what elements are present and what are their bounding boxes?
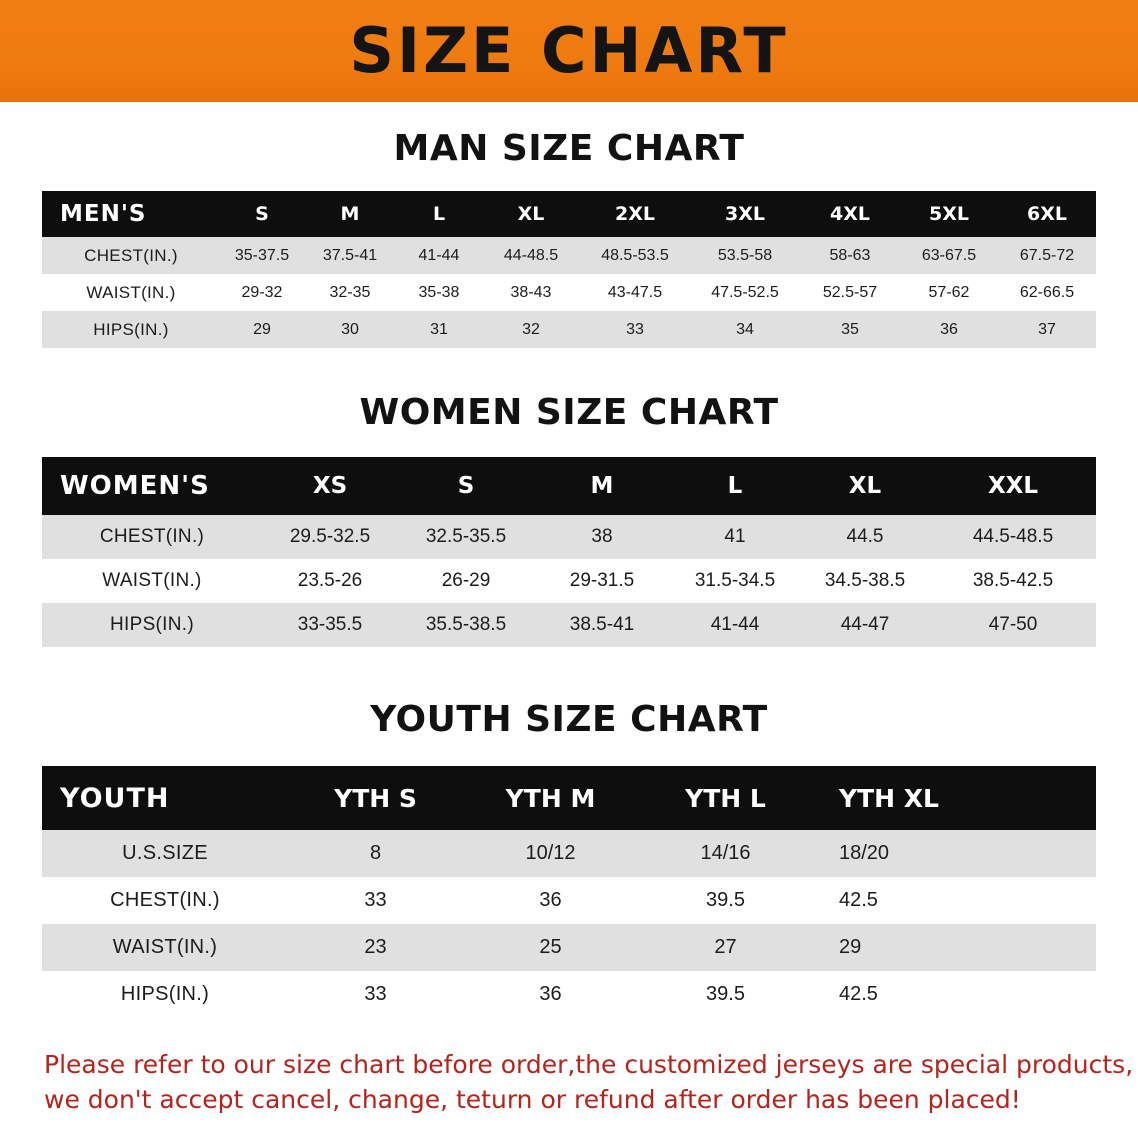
table-row [42, 311, 1096, 348]
column-header: XXL [930, 457, 1096, 515]
table-cell: 38.5-42.5 [930, 559, 1096, 603]
column-header: XL [800, 457, 930, 515]
table-cell: 62-66.5 [998, 274, 1096, 311]
table-cell: 44.5-48.5 [930, 515, 1096, 559]
table-header-row [42, 457, 1096, 515]
table-cell: 36 [463, 877, 638, 924]
table-cell: 47.5-52.5 [690, 274, 800, 311]
table-row [42, 877, 1096, 924]
row-label: CHEST(IN.) [42, 515, 262, 559]
table-cell: 8 [288, 830, 463, 877]
table-cell: 29-32 [220, 274, 304, 311]
table-header-row [42, 191, 1096, 237]
column-header: 4XL [800, 191, 900, 237]
column-header: XL [482, 191, 580, 237]
table-row [42, 274, 1096, 311]
row-label: U.S.SIZE [42, 830, 288, 877]
table-cell: 63-67.5 [900, 237, 998, 274]
table-cell: 32 [482, 311, 580, 348]
table-cell: 31 [396, 311, 482, 348]
column-header: S [220, 191, 304, 237]
column-header: YTH L [638, 766, 813, 830]
row-label: HIPS(IN.) [42, 971, 288, 1018]
column-header: MEN'S [42, 191, 220, 237]
table-cell: 43-47.5 [580, 274, 690, 311]
table-row [42, 830, 1096, 877]
row-label: HIPS(IN.) [42, 603, 262, 647]
table-cell: 10/12 [463, 830, 638, 877]
disclaimer-line-1: Please refer to our size chart before order,the customized jerseys are special products, [44, 1050, 1134, 1079]
table-cell: 29 [220, 311, 304, 348]
column-header: YTH XL [813, 766, 1096, 830]
table-cell: 14/16 [638, 830, 813, 877]
table-cell: 35-37.5 [220, 237, 304, 274]
table-cell: 29.5-32.5 [262, 515, 398, 559]
row-label: HIPS(IN.) [42, 311, 220, 348]
table-cell: 48.5-53.5 [580, 237, 690, 274]
table-cell: 23 [288, 924, 463, 971]
table-cell: 30 [304, 311, 396, 348]
women-size-table [42, 457, 1096, 647]
table-cell: 44-48.5 [482, 237, 580, 274]
column-header: 3XL [690, 191, 800, 237]
column-header: M [534, 457, 670, 515]
column-header: YTH S [288, 766, 463, 830]
table-cell: 47-50 [930, 603, 1096, 647]
table-cell: 52.5-57 [800, 274, 900, 311]
row-label: CHEST(IN.) [42, 237, 220, 274]
man-section-heading: MAN SIZE CHART [393, 128, 745, 169]
table-cell: 36 [463, 971, 638, 1018]
table-cell: 41 [670, 515, 800, 559]
table-cell: 37.5-41 [304, 237, 396, 274]
table-cell: 67.5-72 [998, 237, 1096, 274]
table-cell: 36 [900, 311, 998, 348]
table-cell: 26-29 [398, 559, 534, 603]
table-cell: 29-31.5 [534, 559, 670, 603]
table-cell: 41-44 [670, 603, 800, 647]
table-cell: 58-63 [800, 237, 900, 274]
table-cell: 32-35 [304, 274, 396, 311]
table-cell: 35 [800, 311, 900, 348]
table-cell: 38 [534, 515, 670, 559]
column-header: 6XL [998, 191, 1096, 237]
table-cell: 33 [580, 311, 690, 348]
table-cell: 34.5-38.5 [800, 559, 930, 603]
table-cell: 35.5-38.5 [398, 603, 534, 647]
table-row [42, 924, 1096, 971]
table-cell: 33-35.5 [262, 603, 398, 647]
row-label: WAIST(IN.) [42, 924, 288, 971]
table-header-row [42, 766, 1096, 830]
table-cell: 25 [463, 924, 638, 971]
column-header: 5XL [900, 191, 998, 237]
table-cell: 38-43 [482, 274, 580, 311]
table-cell: 37 [998, 311, 1096, 348]
table-cell: 38.5-41 [534, 603, 670, 647]
row-label: WAIST(IN.) [42, 559, 262, 603]
table-cell: 53.5-58 [690, 237, 800, 274]
table-cell: 33 [288, 877, 463, 924]
column-header: YOUTH [42, 766, 288, 830]
table-row [42, 603, 1096, 647]
table-cell: 18/20 [813, 830, 1096, 877]
table-cell: 23.5-26 [262, 559, 398, 603]
row-label: CHEST(IN.) [42, 877, 288, 924]
table-cell: 42.5 [813, 877, 1096, 924]
table-cell: 44.5 [800, 515, 930, 559]
column-header: WOMEN'S [42, 457, 262, 515]
column-header: L [396, 191, 482, 237]
table-row [42, 237, 1096, 274]
youth-section-heading: YOUTH SIZE CHART [370, 699, 768, 740]
banner-title: SIZE CHART [349, 14, 789, 87]
disclaimer-note [44, 1048, 1134, 1117]
table-cell: 39.5 [638, 877, 813, 924]
table-cell: 42.5 [813, 971, 1096, 1018]
table-cell: 31.5-34.5 [670, 559, 800, 603]
disclaimer-line-2: we don't accept cancel, change, teturn or refund after order has been placed! [44, 1084, 1021, 1114]
table-row [42, 559, 1096, 603]
man-size-table [42, 191, 1096, 348]
table-cell: 32.5-35.5 [398, 515, 534, 559]
table-cell: 27 [638, 924, 813, 971]
youth-size-table [42, 766, 1096, 1018]
table-cell: 41-44 [396, 237, 482, 274]
table-cell: 29 [813, 924, 1096, 971]
table-cell: 34 [690, 311, 800, 348]
column-header: 2XL [580, 191, 690, 237]
women-section-heading: WOMEN SIZE CHART [359, 392, 779, 433]
column-header: YTH M [463, 766, 638, 830]
table-cell: 57-62 [900, 274, 998, 311]
banner [0, 0, 1138, 102]
table-cell: 44-47 [800, 603, 930, 647]
column-header: M [304, 191, 396, 237]
row-label: WAIST(IN.) [42, 274, 220, 311]
column-header: L [670, 457, 800, 515]
table-cell: 35-38 [396, 274, 482, 311]
table-cell: 33 [288, 971, 463, 1018]
column-header: S [398, 457, 534, 515]
table-cell: 39.5 [638, 971, 813, 1018]
table-row [42, 971, 1096, 1018]
table-row [42, 515, 1096, 559]
column-header: XS [262, 457, 398, 515]
